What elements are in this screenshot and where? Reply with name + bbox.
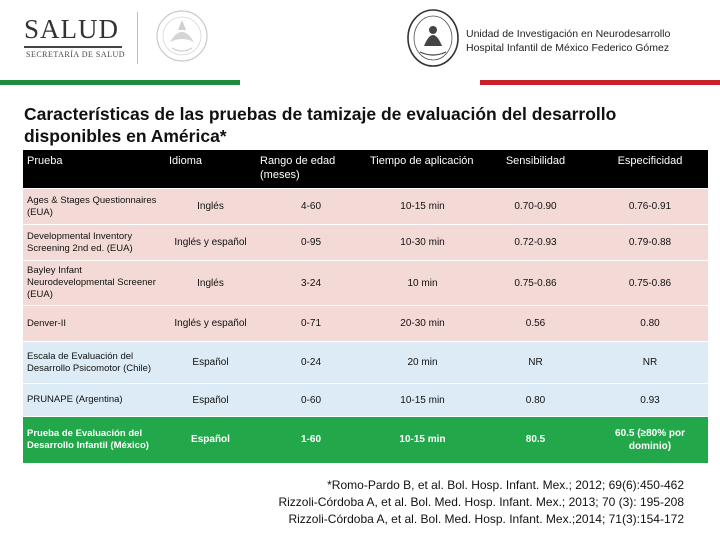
cell-tiempo: 10-15 min [366,417,479,463]
band-red [480,80,720,85]
reference-line: Rizzoli-Córdoba A, et al. Bol. Med. Hosp. Infant. Mex.; 2013; 70 (3): 195-208 [278,495,684,509]
cell-rango: 3-24 [256,261,366,306]
table-row [23,384,708,417]
cell-especificidad: 0.93 [592,384,708,417]
cell-idioma: Español [165,417,256,463]
table-row [23,342,708,384]
logo-word: SALUD [24,14,120,44]
header-divider [137,12,138,64]
cell-prueba: Ages & Stages Questionnaires (EUA) [23,189,165,225]
table-row [23,261,708,306]
cell-idioma: Inglés y español [165,225,256,261]
references [278,477,684,528]
cell-prueba: Prueba de Evaluación del Desarrollo Infantil (México) [23,417,165,463]
cell-sensibilidad: 80.5 [479,417,592,463]
cell-tiempo: 10-30 min [366,225,479,261]
cell-prueba: Bayley Infant Neurodevelopmental Screener (EUA) [23,261,165,306]
cell-sensibilidad: 0.70-0.90 [479,189,592,225]
cell-rango: 0-71 [256,306,366,342]
cell-rango: 0-60 [256,384,366,417]
national-emblem-icon [148,8,216,64]
logo-subtitle: SECRETARÍA DE SALUD [26,50,126,59]
institution-line-1: Unidad de Investigación en Neurodesarrollo [466,28,671,40]
band-green [0,80,240,85]
header-sensibilidad: Sensibilidad [479,150,592,189]
cell-especificidad: 0.75-0.86 [592,261,708,306]
cell-especificidad: 0.80 [592,306,708,342]
cell-prueba: PRUNAPE (Argentina) [23,384,165,417]
table-row [23,225,708,261]
cell-rango: 1-60 [256,417,366,463]
cell-especificidad: 0.79-0.88 [592,225,708,261]
cell-idioma: Inglés y español [165,306,256,342]
header-tiempo: Tiempo de aplicación [366,150,479,189]
cell-sensibilidad: 0.75-0.86 [479,261,592,306]
cell-tiempo: 20 min [366,342,479,384]
cell-especificidad: 0.76-0.91 [592,189,708,225]
logo-divider [24,46,122,48]
header-prueba: Prueba [23,150,165,189]
cell-rango: 0-24 [256,342,366,384]
header-especificidad: Especificidad [592,150,708,189]
cell-sensibilidad: 0.72-0.93 [479,225,592,261]
cell-prueba: Denver-II [23,306,165,342]
cell-sensibilidad: 0.80 [479,384,592,417]
cell-idioma: Español [165,342,256,384]
reference-line: Rizzoli-Córdoba A, et al. Bol. Med. Hosp. Infant. Mex.;2014; 71(3):154-172 [288,512,684,526]
tricolor-band [0,80,720,85]
band-white [240,80,480,85]
screening-tests-table [23,150,708,463]
cell-tiempo: 10 min [366,261,479,306]
header-idioma: Idioma [165,150,256,189]
cell-prueba: Developmental Inventory Screening 2nd ed. (EUA) [23,225,165,261]
cell-especificidad: NR [592,342,708,384]
reference-line: *Romo-Pardo B, et al. Bol. Hosp. Infant. Mex.; 2012; 69(6):450-462 [327,478,684,492]
table-row [23,417,708,463]
cell-idioma: Inglés [165,189,256,225]
cell-rango: 0-95 [256,225,366,261]
cell-rango: 4-60 [256,189,366,225]
cell-especificidad: 60.5 (≥80% por dominio) [592,417,708,463]
cell-sensibilidad: 0.56 [479,306,592,342]
table-header-row [23,150,708,189]
cell-idioma: Español [165,384,256,417]
table-row [23,306,708,342]
cell-idioma: Inglés [165,261,256,306]
hospital-seal-icon [406,8,460,68]
table-row [23,189,708,225]
institution-line-2: Hospital Infantil de México Federico Gómez [466,42,670,54]
cell-sensibilidad: NR [479,342,592,384]
header-rango-edad: Rango de edad (meses) [256,150,366,189]
cell-prueba: Escala de Evaluación del Desarrollo Psicomotor (Chile) [23,342,165,384]
cell-tiempo: 10-15 min [366,189,479,225]
slide-title: Características de las pruebas de tamizaje de evaluación del desarrollo disponibles en América* [24,104,617,146]
cell-tiempo: 10-15 min [366,384,479,417]
institution-name [466,27,670,55]
cell-tiempo: 20-30 min [366,306,479,342]
salud-logo [24,14,134,66]
